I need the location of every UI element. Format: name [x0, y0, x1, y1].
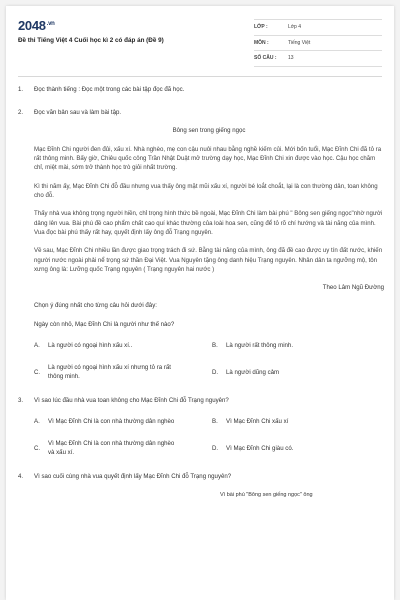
exam-page	[6, 6, 394, 600]
site-logo[interactable]: $2048^{.vn}$	[18, 18, 55, 33]
header-divider	[18, 76, 382, 77]
story-author: Theo Lâm Ngũ Đường	[322, 284, 384, 292]
story-paragraph: Về sau, Mạc Đĩnh Chi nhiều lần được giao trọng trách đi sứ. Bằng tài năng của mình, ông đã đề cao được uy tín đất nước, khiến người nước ngoài phải nể trọng sứ thần Đại Việt. Vua Nguyên tặng ông danh hiệu Trạng nguyên. Nhân dân ta ngưỡng mộ, tôn xưng ông là: Lưỡng quốc Trạng nguyên ( Trạng nguyên hai nước )	[34, 247, 383, 273]
meta-row-count: SỐ CÂU : 13	[254, 51, 382, 67]
answer-option-d[interactable]: D. Là người dũng cảm	[212, 368, 280, 376]
exam-meta-table	[254, 19, 382, 67]
story-paragraph: Kì thi năm ấy, Mạc Đĩnh Chi đỗ đầu nhưng vua thấy ông mặt mũi xấu xí, người bé loắt choắt, lại là con thường dân, toan không cho đỗ.	[34, 182, 378, 200]
meta-row-class: LỚP : Lớp 4	[254, 19, 382, 36]
answer-option-d[interactable]: D. Vì Mạc Đĩnh Chi giàu có.	[212, 444, 294, 452]
meta-row-subject: MÔN : Tiếng Việt	[254, 36, 382, 52]
question-2: 2. Đọc văn bản sau và làm bài tập. Bông sen trong giếng ngọc Mạc Đĩnh Chi người đen đủi, xấu xí. Nhà nghèo, mẹ con cậu nuôi nhau bằng nghề kiếm củi. Mới bốn tuổi, Mạc Đĩnh Chi đã tỏ ra rất thông minh. Bấy giờ, Chiêu quốc công Trần Nhật Duật mở trường dạy học, Mạc Đĩnh Chi xin được vào học. Cậu học chăm chỉ, miệt mài, sớm trở thành học trò giỏi nhất trường. Kì thi năm ấy, Mạc Đĩnh Chi đỗ đầu nhưng vua thấy ông mặt mũi xấu xí, người bé loắt choắt, lại là con thường dân, toan không cho đỗ. Thấy nhà vua không trọng người hiền, chỉ trọng hình thức bề ngoài, Mạc Đĩnh Chi làm bài phú " Bông sen giếng ngọc"nhờ người dâng lên vua. Bài phú đề cao phẩm chất cao quí khác thường của loài hoa sen, cũng để tỏ rõ chí hướng và tài năng của mình. Vua đọc bài phú thấy rất hay, quyết định lấy ông đỗ Trạng nguyên. Về sau, Mạc Đĩnh Chi nhiều lần được giao trọng trách đi sứ. Bằng tài năng của mình, ông đã đề cao được uy tín đất nước, khiến người nước ngoài phải nể trọng sứ thần Đại Việt. Vua Nguyên tặng ông danh hiệu Trạng nguyên. Nhân dân ta ngưỡng mộ, tôn xưng ông là: Lưỡng quốc Trạng nguyên ( Trạng nguyên hai nước ) Theo Lâm Ngũ Đường Chọn ý đúng nhất cho từng câu hỏi dưới đây: Ngày còn nhỏ, Mạc Đĩnh Chi là người như thế nào? A. Là người có ngoại hình xấu xí.. B. Là người rất thông minh. C. Là người có ngoại hình xấu xí nhưng tỏ ra rất thông minh. D. Là người dũng cảm	[18, 109, 384, 381]
answer-options	[34, 338, 384, 382]
answer-option-a[interactable]: A. Vì Mạc Đĩnh Chi là con nhà thường dân nghèo	[34, 418, 175, 426]
question-4: 4. Vì sao cuối cùng nhà vua quyết định lấy Mạc Đĩnh Chi đỗ Trạng nguyên? Vì bài phú "Bông sen giếng ngọc" ông	[18, 472, 380, 501]
answer-option-partial[interactable]: Vì bài phú "Bông sen giếng ngọc" ông	[220, 491, 313, 498]
answer-option-c[interactable]: C. Vì Mạc Đĩnh Chi là con nhà thường dân nghèo và xấu xí.	[34, 439, 175, 457]
answer-option-b[interactable]: B. Vì Mạc Đĩnh Chi xấu xí	[212, 418, 289, 426]
story-paragraph: Mạc Đĩnh Chi người đen đủi, xấu xí. Nhà nghèo, mẹ con cậu nuôi nhau bằng nghề kiếm củi. Mới bốn tuổi, Mạc Đĩnh Chi đã tỏ ra rất thông minh. Bấy giờ, Chiêu quốc công Trần Nhật Duật mở trường dạy học, Mạc Đĩnh Chi xin được vào học. Cậu học chăm chỉ, miệt mài, sớm trở thành học trò giỏi nhất trường.	[34, 145, 382, 172]
question-1: 1. Đọc thành tiếng : Đọc một trong các bài tập đọc đã học.	[18, 86, 185, 93]
page-header	[6, 6, 394, 68]
question-3: 3. Vì sao lúc đầu nhà vua toan không cho Mạc Đĩnh Chi đỗ Trạng nguyên? A. Vì Mạc Đĩnh Chi là con nhà thường dân nghèo B. Vì Mạc Đĩnh Chi xấu xí C. Vì Mạc Đĩnh Chi là con nhà thường dân nghèo và xấu xí. D. Vì Mạc Đĩnh Chi giàu có.	[18, 396, 380, 472]
sub-question: Ngày còn nhỏ, Mạc Đĩnh Chi là người như thế nào?	[34, 320, 175, 328]
answer-option-b[interactable]: B. Là người rất thông minh.	[212, 342, 294, 350]
answer-option-a[interactable]: A. Là người có ngoại hình xấu xí..	[34, 342, 133, 350]
story-title: Bông sen trong giếng ngọc	[172, 126, 246, 134]
answer-option-c[interactable]: C. Là người có ngoại hình xấu xí nhưng tỏ ra rất thông minh.	[34, 364, 171, 381]
exam-content	[18, 85, 384, 514]
story-paragraph: Thấy nhà vua không trọng người hiền, chỉ trọng hình thức bề ngoài, Mạc Đĩnh Chi làm bài phú " Bông sen giếng ngọc"nhờ người dâng lên vua. Bài phú đề cao phẩm chất cao quí khác thường của loài hoa sen, cũng để tỏ rõ chí hướng và tài năng của mình. Vua đọc bài phú thấy rất hay, quyết định lấy ông đỗ Trạng nguyên.	[34, 210, 383, 236]
instruction: Chọn ý đúng nhất cho từng câu hỏi dưới đây:	[34, 302, 157, 310]
answer-options	[34, 414, 384, 458]
exam-title: Đề thi Tiếng Việt 4 Cuối học kì 2 có đáp án (Đề 9)	[18, 37, 164, 44]
